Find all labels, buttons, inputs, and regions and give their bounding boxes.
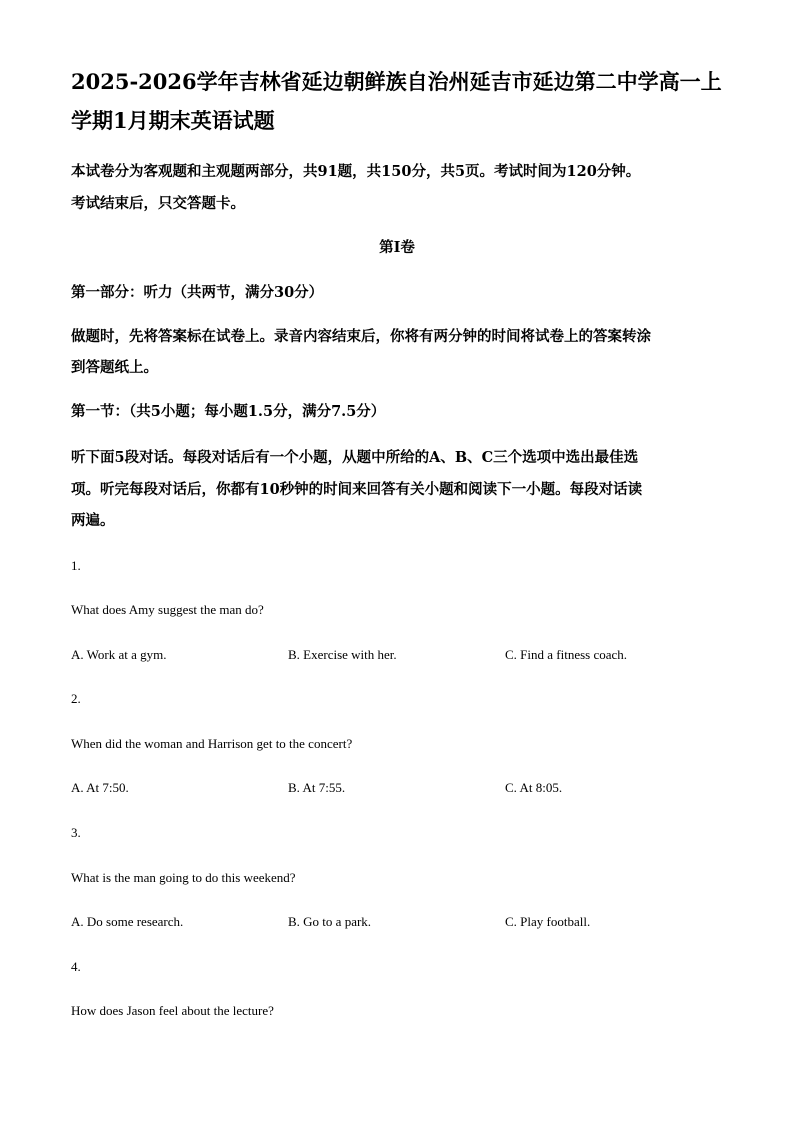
part1-instructions-line-1: 做题时，先将答案标在试卷上。录音内容结束后，你将有两分钟的时间将试卷上的答案转涂: [71, 328, 651, 345]
question-number: 2.: [71, 691, 81, 706]
part1-heading: 第一部分：听力（共两节，满分30分）: [71, 284, 324, 301]
option-a: A. Do some research.: [71, 914, 184, 929]
part1-instructions-line-2: 到答题纸上。: [71, 359, 158, 376]
section1-instructions-line-3: 两遍。: [71, 512, 115, 529]
option-b: B. Exercise with her.: [288, 647, 397, 662]
intro-line-1: 本试卷分为客观题和主观题两部分，共91题，共150分，共5页。考试时间为120分钟。: [71, 163, 641, 180]
option-b: B. Go to a park.: [288, 914, 372, 929]
option-c: C. At 8:05.: [505, 780, 563, 795]
option-a: A. At 7:50.: [71, 780, 129, 795]
volume-heading: 第I卷: [379, 239, 415, 256]
exam-title-line-1: 2025-2026学年吉林省延边朝鲜族自治州延吉市延边第二中学高一上: [71, 69, 722, 94]
section1-instructions-line-2: 项。听完每段对话后，你都有10秒钟的时间来回答有关小题和阅读下一小题。每段对话读: [71, 481, 643, 498]
intro-line-2: 考试结束后，只交答题卡。: [71, 195, 245, 212]
option-a: A. Work at a gym.: [71, 647, 167, 662]
question-text: What does Amy suggest the man do?: [71, 602, 264, 617]
question-text: What is the man going to do this weekend?: [71, 870, 296, 885]
option-c: C. Find a fitness coach.: [505, 647, 628, 662]
option-c: C. Play football.: [505, 914, 591, 929]
question-text: How does Jason feel about the lecture?: [71, 1003, 274, 1018]
section1-instructions-line-1: 听下面5段对话。每段对话后有一个小题，从题中所给的A、B、C三个选项中选出最佳选: [71, 449, 639, 466]
question-number: 3.: [71, 825, 81, 840]
question-text: When did the woman and Harrison get to the concert?: [71, 736, 353, 751]
section1-heading: 第一节：（共5小题；每小题1.5分，满分7.5分）: [71, 403, 386, 420]
option-b: B. At 7:55.: [288, 780, 346, 795]
question-number: 4.: [71, 959, 81, 974]
exam-title-line-2: 学期1月期末英语试题: [71, 108, 275, 133]
question-number: 1.: [71, 558, 81, 573]
